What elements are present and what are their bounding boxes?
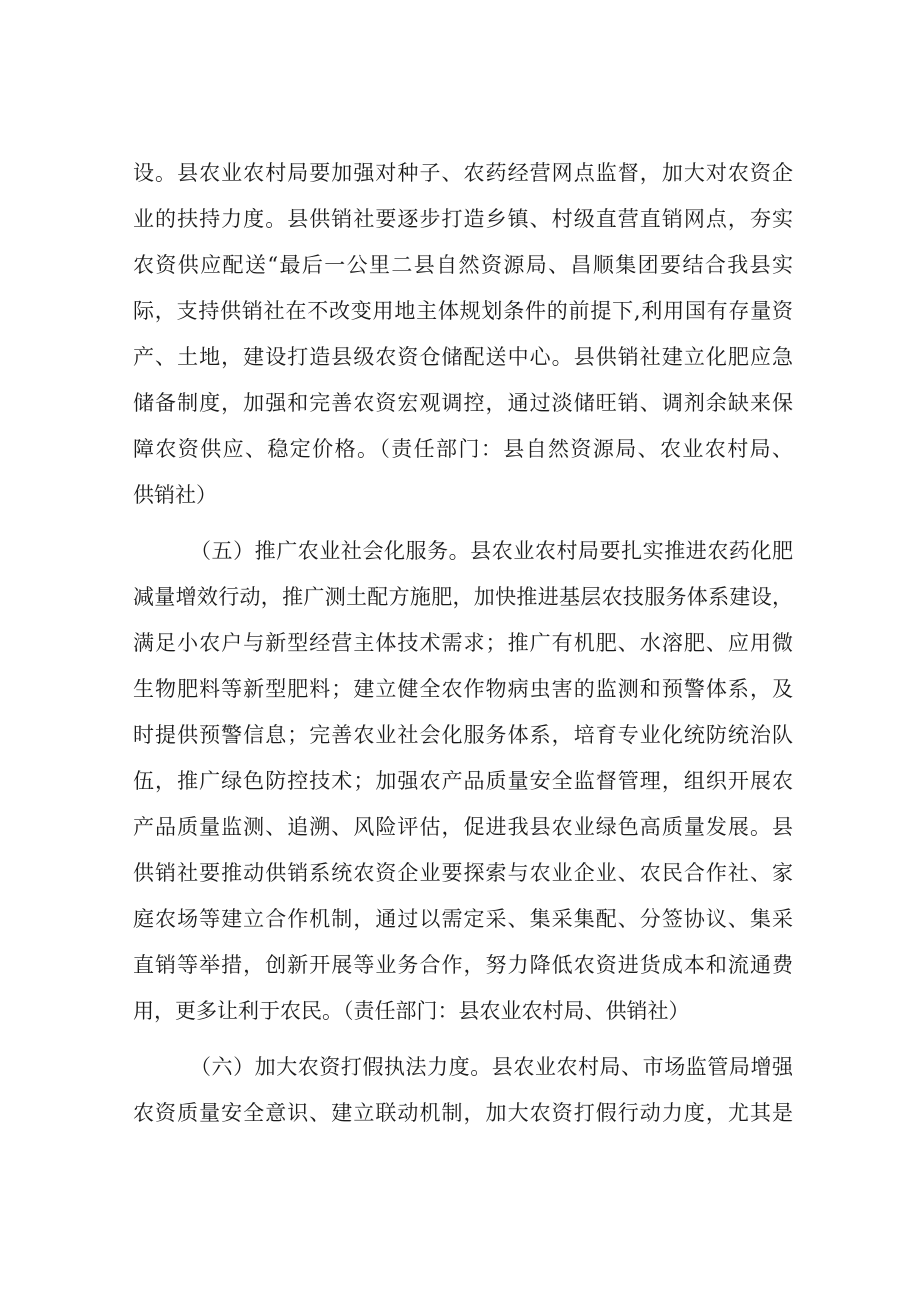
text-line: 际，支持供销社在不改变用地主体规划条件的前提下,利用国有存量资 <box>133 299 793 323</box>
text-line: 满足小农户与新型经营主体技术需求；推广有机肥、水溶肥、应用微 <box>133 631 793 655</box>
text-line: 伍，推广绿色防控技术；加强农产品质量安全监督管理，组织开展农 <box>133 769 793 793</box>
section-heading-line: （六）加大农资打假执法力度。县农业农村局、市场监管局增强 <box>190 1055 793 1079</box>
text-line: 直销等举措，创新开展等业务合作，努力降低农资进货成本和流通费 <box>133 953 793 977</box>
text-line: 设。县农业农村局要加强对种子、农药经营网点监督，加大对农资企 <box>133 161 793 185</box>
text-line: 农资质量安全意识、建立联动机制，加大农资打假行动力度，尤其是 <box>133 1101 793 1125</box>
text-line: 生物肥料等新型肥料；建立健全农作物病虫害的监测和预警体系，及 <box>133 677 793 701</box>
text-line: 业的扶持力度。县供销社要逐步打造乡镇、村级直营直销网点，夯实 <box>133 207 793 231</box>
text-line: 庭农场等建立合作机制，通过以需定采、集采集配、分签协议、集采 <box>133 907 793 931</box>
text-line: 储备制度，加强和完善农资宏观调控，通过淡储旺销、调剂余缺来保 <box>133 391 793 415</box>
text-line: 供销社） <box>133 483 217 507</box>
text-line: 产品质量监测、追溯、风险评估，促进我县农业绿色高质量发展。县 <box>133 815 793 839</box>
text-line: 农资供应配送“最后一公里二县自然资源局、昌顺集团要结合我县实 <box>133 253 793 277</box>
text-line: 时提供预警信息；完善农业社会化服务体系，培育专业化统防统治队 <box>133 723 793 747</box>
text-line: 用，更多让利于农民。（责任部门：县农业农村局、供销社） <box>133 999 690 1023</box>
text-line: 产、土地，建设打造县级农资仓储配送中心。县供销社建立化肥应急 <box>133 345 793 369</box>
text-line: 减量增效行动，推广测土配方施肥，加快推进基层农技服务体系建设， <box>133 585 793 609</box>
section-heading-line: （五）推广农业社会化服务。县农业农村局要扎实推进农药化肥 <box>190 539 793 563</box>
text-line: 障农资供应、稳定价格。（责任部门：县自然资源局、农业农村局、 <box>133 437 793 461</box>
text-line: 供销社要推动供销系统农资企业要探索与农业企业、农民合作社、家 <box>133 861 793 885</box>
